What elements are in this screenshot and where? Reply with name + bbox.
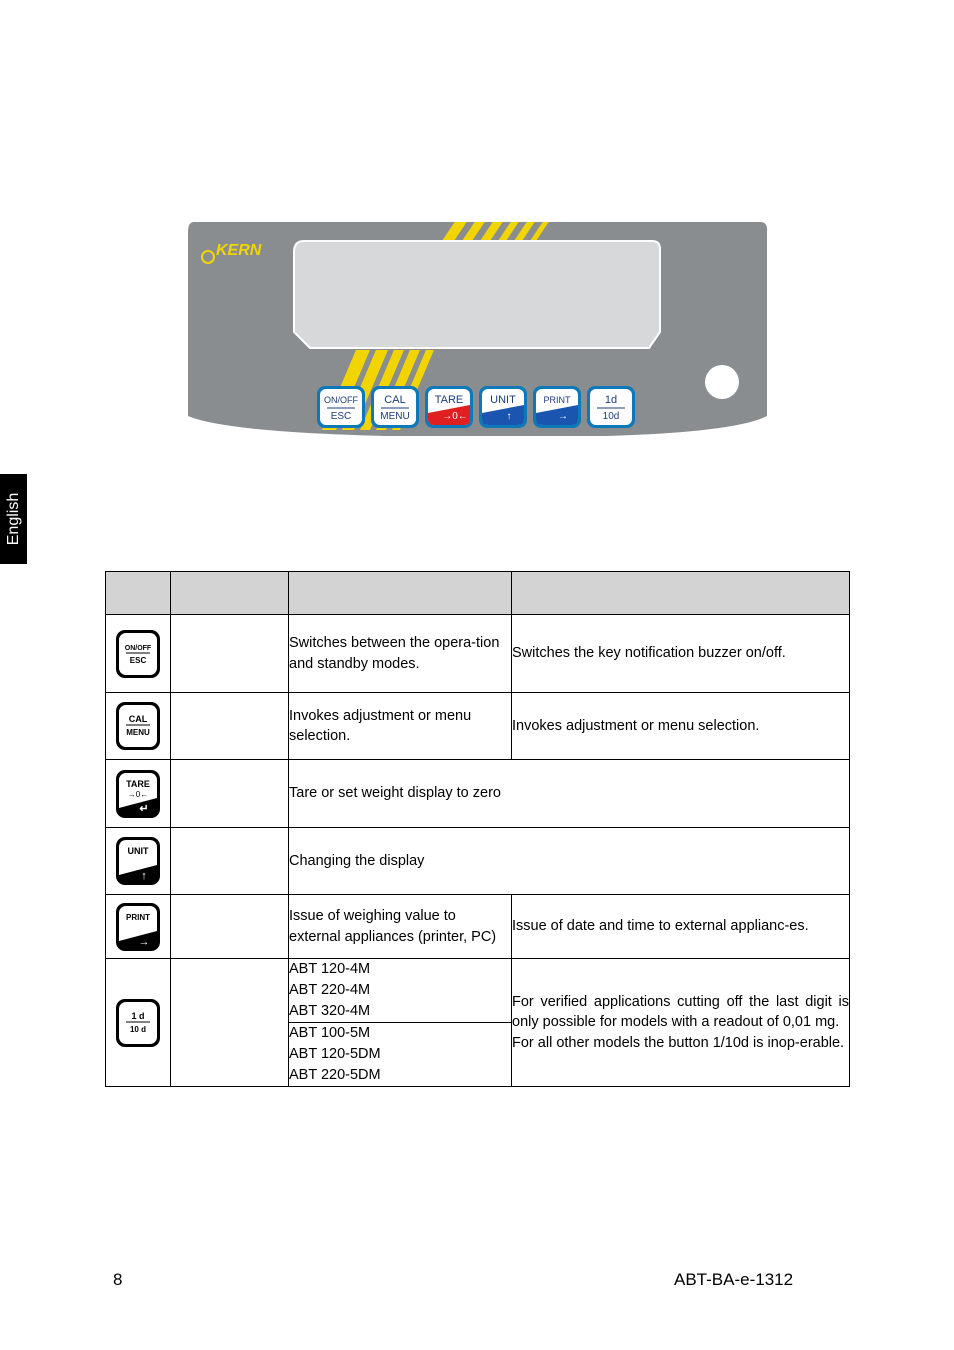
function-cell: Invokes adjustment or menu selection. <box>289 693 512 760</box>
cal-menu-key[interactable] <box>371 386 419 428</box>
unit-key[interactable] <box>479 386 527 428</box>
model-item: ABT 220-5DM <box>289 1067 381 1083</box>
key-name-cell <box>171 693 289 760</box>
table-row <box>106 959 850 1023</box>
other-models-note: For all other models the button 1/10d is inop-erable. <box>512 1034 845 1051</box>
svg-text:MENU: MENU <box>126 728 150 737</box>
key-bottom-label: → <box>558 411 568 422</box>
model-list-b <box>289 1023 512 1087</box>
header-cell <box>512 572 850 615</box>
header-cell <box>289 572 512 615</box>
menu-function-cell <box>512 959 850 1087</box>
svg-text:→: → <box>138 935 150 948</box>
model-item: ABT 120-4M <box>289 961 371 977</box>
lcd-window <box>294 241 660 348</box>
model-list-a <box>289 959 512 1023</box>
svg-text:CAL: CAL <box>128 714 148 724</box>
model-item: ABT 220-4M <box>289 982 371 998</box>
table-row <box>106 615 850 693</box>
key-top-label: CAL <box>384 394 406 406</box>
key-icon-cell <box>106 693 171 760</box>
unit-key-icon <box>114 835 162 887</box>
language-tab <box>0 474 27 564</box>
key-function-table <box>105 571 850 1087</box>
table-row <box>106 895 850 959</box>
tare-key-icon <box>114 768 162 820</box>
level-indicator-icon <box>705 365 739 399</box>
key-top-label: PRINT <box>543 395 571 405</box>
print-key[interactable] <box>533 386 581 428</box>
svg-text:↑: ↑ <box>141 870 147 882</box>
function-cell: Changing the display <box>289 828 850 895</box>
key-name-cell <box>171 760 289 828</box>
page-number: 8 <box>113 1270 123 1289</box>
key-bottom-label: →0← <box>442 411 468 422</box>
model-item: ABT 100-5M <box>289 1025 371 1041</box>
document-code: ABT-BA-e-1312 <box>674 1270 794 1289</box>
key-bottom-label: MENU <box>380 411 410 422</box>
svg-text:KERN: KERN <box>216 242 262 259</box>
function-cell: Switches between the opera-tion and standby modes. <box>289 615 512 693</box>
header-cell <box>106 572 171 615</box>
key-icon-cell <box>106 760 171 828</box>
on-off-esc-key[interactable] <box>317 386 365 428</box>
svg-text:10 d: 10 d <box>129 1024 147 1034</box>
function-cell: Tare or set weight display to zero <box>289 760 850 828</box>
table-header-row <box>106 572 850 615</box>
key-top-label: TARE <box>434 394 464 406</box>
key-name-cell <box>171 895 289 959</box>
function-cell: Issue of weighing value to external appliances (printer, PC) <box>289 895 512 959</box>
svg-text:ON/OFF: ON/OFF <box>124 644 152 652</box>
key-top-label: 1d <box>604 394 618 406</box>
key-name-cell <box>171 828 289 895</box>
one-tenth-d-key-icon <box>114 997 162 1049</box>
svg-text:TARE: TARE <box>126 778 150 789</box>
svg-text:→0←: →0← <box>127 789 149 799</box>
key-icon-cell <box>106 615 171 693</box>
table-row <box>106 693 850 760</box>
key-bottom-label: ESC <box>330 411 352 422</box>
key-icon-cell <box>106 959 171 1087</box>
header-cell <box>171 572 289 615</box>
tare-key[interactable] <box>425 386 473 428</box>
key-top-label: ON/OFF <box>324 395 358 405</box>
table-row <box>106 828 850 895</box>
print-key-icon <box>114 901 162 953</box>
key-name-cell <box>171 615 289 693</box>
svg-text:UNIT: UNIT <box>127 846 149 856</box>
cal-menu-key-icon <box>114 700 162 752</box>
verified-note: For verified applications cutting off the last digit is only possible for models with a readout of 0,01 mg. <box>512 993 849 1031</box>
balance-display-panel <box>186 220 768 440</box>
svg-text:PRINT: PRINT <box>126 912 150 922</box>
one-tenth-d-key[interactable] <box>587 386 635 428</box>
menu-function-cell: Invokes adjustment or menu selection. <box>512 693 850 760</box>
key-bottom-label: 10d <box>602 411 620 422</box>
key-top-label: UNIT <box>490 394 516 406</box>
key-bottom-label: ↑ <box>506 411 512 422</box>
model-item: ABT 120-5DM <box>289 1046 381 1062</box>
language-tab-label: English <box>4 492 22 546</box>
key-name-cell <box>171 959 289 1087</box>
key-icon-cell <box>106 895 171 959</box>
svg-text:1 d: 1 d <box>131 1010 145 1021</box>
model-item: ABT 320-4M <box>289 1003 371 1019</box>
table-row <box>106 760 850 828</box>
on-off-esc-key-icon <box>114 628 162 680</box>
menu-function-cell: Issue of date and time to external applianc-es. <box>512 895 850 959</box>
key-icon-cell <box>106 828 171 895</box>
svg-text:↵: ↵ <box>139 802 149 815</box>
svg-text:ESC: ESC <box>129 655 147 665</box>
menu-function-cell: Switches the key notification buzzer on/off. <box>512 615 850 693</box>
